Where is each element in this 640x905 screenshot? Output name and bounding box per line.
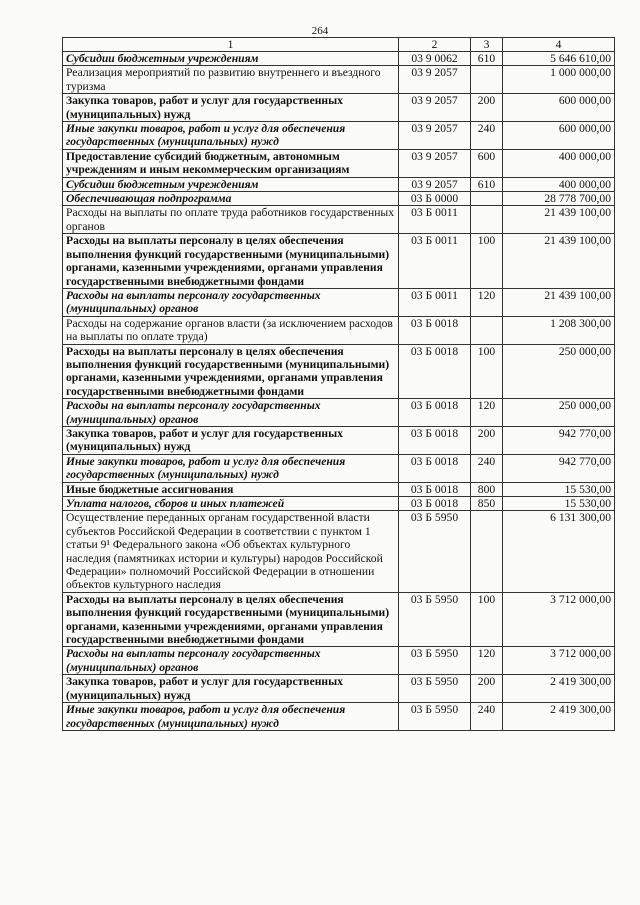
- row-name-cell: Субсидии бюджетным учреждениям: [63, 177, 399, 191]
- row-sum-cell: 15 530,00: [503, 482, 615, 496]
- row-sum-cell: 1 000 000,00: [503, 66, 615, 94]
- table-row: [63, 94, 615, 122]
- row-name-cell: Иные бюджетные ассигнования: [63, 482, 399, 496]
- row-name-cell: Расходы на выплаты персоналу в целях обеспечения выполнения функций государственными (муниципальными) органами, казенными учреждениями, органами управления государственными внебюджетными фондами: [63, 344, 399, 399]
- table-row: [63, 149, 615, 177]
- row-kvr-cell: 120: [471, 399, 503, 427]
- row-code-cell: 03 Б 0000: [399, 192, 471, 206]
- table-row: [63, 675, 615, 703]
- row-kvr-cell: 100: [471, 344, 503, 399]
- row-name-cell: Расходы на выплаты персоналу в целях обеспечения выполнения функций государственными (муниципальными) органами, казенными учреждениями, органами управления государственными внебюджетными фондами: [63, 592, 399, 647]
- table-row: [63, 482, 615, 496]
- table-row: [63, 454, 615, 482]
- header-col-4: 4: [503, 38, 615, 52]
- row-name-cell: Субсидии бюджетным учреждениям: [63, 52, 399, 66]
- table-row: [63, 288, 615, 316]
- row-sum-cell: 600 000,00: [503, 122, 615, 150]
- row-name-cell: Расходы на выплаты персоналу государственных (муниципальных) органов: [63, 399, 399, 427]
- row-code-cell: 03 Б 5950: [399, 703, 471, 731]
- row-name-cell: Предоставление субсидий бюджетным, автономным учреждениям и иным некоммерческим организациям: [63, 149, 399, 177]
- row-kvr-cell: [471, 192, 503, 206]
- row-kvr-cell: 200: [471, 675, 503, 703]
- row-kvr-cell: 100: [471, 234, 503, 289]
- row-code-cell: 03 Б 5950: [399, 647, 471, 675]
- row-sum-cell: 28 778 700,00: [503, 192, 615, 206]
- table-header-row: [63, 38, 615, 52]
- row-code-cell: 03 Б 0011: [399, 234, 471, 289]
- table-row: [63, 399, 615, 427]
- table-row: [63, 647, 615, 675]
- row-code-cell: 03 9 0062: [399, 52, 471, 66]
- row-sum-cell: 2 419 300,00: [503, 703, 615, 731]
- row-kvr-cell: 240: [471, 703, 503, 731]
- row-code-cell: 03 Б 0018: [399, 426, 471, 454]
- table-row: [63, 177, 615, 191]
- row-code-cell: 03 Б 5950: [399, 592, 471, 647]
- row-kvr-cell: [471, 316, 503, 344]
- row-sum-cell: 1 208 300,00: [503, 316, 615, 344]
- row-sum-cell: 6 131 300,00: [503, 511, 615, 592]
- row-kvr-cell: 610: [471, 52, 503, 66]
- row-code-cell: 03 Б 0018: [399, 316, 471, 344]
- row-sum-cell: 15 530,00: [503, 497, 615, 511]
- row-code-cell: 03 9 2057: [399, 94, 471, 122]
- table-row: [63, 206, 615, 234]
- table-row: [63, 192, 615, 206]
- row-sum-cell: 3 712 000,00: [503, 647, 615, 675]
- row-sum-cell: 250 000,00: [503, 399, 615, 427]
- row-name-cell: Расходы на выплаты персоналу государственных (муниципальных) органов: [63, 288, 399, 316]
- row-code-cell: 03 Б 0018: [399, 497, 471, 511]
- row-kvr-cell: 200: [471, 94, 503, 122]
- row-code-cell: 03 Б 0018: [399, 482, 471, 496]
- row-name-cell: Обеспечивающая подпрограмма: [63, 192, 399, 206]
- row-code-cell: 03 Б 5950: [399, 675, 471, 703]
- row-kvr-cell: [471, 66, 503, 94]
- row-name-cell: Расходы на выплаты персоналу государственных (муниципальных) органов: [63, 647, 399, 675]
- row-sum-cell: 21 439 100,00: [503, 288, 615, 316]
- row-sum-cell: 942 770,00: [503, 426, 615, 454]
- row-sum-cell: 942 770,00: [503, 454, 615, 482]
- row-code-cell: 03 Б 0018: [399, 399, 471, 427]
- table-row: [63, 592, 615, 647]
- row-code-cell: 03 Б 5950: [399, 511, 471, 592]
- row-name-cell: Реализация мероприятий по развитию внутреннего и въездного туризма: [63, 66, 399, 94]
- row-sum-cell: 3 712 000,00: [503, 592, 615, 647]
- row-kvr-cell: 240: [471, 122, 503, 150]
- table-row: [63, 497, 615, 511]
- row-code-cell: 03 Б 0018: [399, 454, 471, 482]
- row-name-cell: Расходы на содержание органов власти (за исключением расходов на выплаты по оплате труда): [63, 316, 399, 344]
- row-sum-cell: 400 000,00: [503, 177, 615, 191]
- header-col-2: 2: [399, 38, 471, 52]
- row-sum-cell: 400 000,00: [503, 149, 615, 177]
- row-kvr-cell: 100: [471, 592, 503, 647]
- row-code-cell: 03 9 2057: [399, 177, 471, 191]
- header-col-1: 1: [63, 38, 399, 52]
- row-kvr-cell: [471, 511, 503, 592]
- row-name-cell: Закупка товаров, работ и услуг для государственных (муниципальных) нужд: [63, 426, 399, 454]
- row-name-cell: Закупка товаров, работ и услуг для государственных (муниципальных) нужд: [63, 94, 399, 122]
- row-code-cell: 03 Б 0011: [399, 288, 471, 316]
- row-name-cell: Закупка товаров, работ и услуг для государственных (муниципальных) нужд: [63, 675, 399, 703]
- row-name-cell: Расходы на выплаты персоналу в целях обеспечения выполнения функций государственными (муниципальными) органами, казенными учреждениями, органами управления государственными внебюджетными фондами: [63, 234, 399, 289]
- table-row: [63, 122, 615, 150]
- table-row: [63, 316, 615, 344]
- row-kvr-cell: 240: [471, 454, 503, 482]
- row-name-cell: Осуществление переданных органам государственной власти субъектов Российской Федерации в соответствии с пунктом 1 статьи 9¹ Федерального закона «Об объектах культурного наследия (памятниках истории и культуры) народов Российской Федерации» полномочий Российской Федерации в отношении объектов культурного наследия: [63, 511, 399, 592]
- row-kvr-cell: 850: [471, 497, 503, 511]
- row-kvr-cell: 120: [471, 288, 503, 316]
- table-row: [63, 66, 615, 94]
- row-sum-cell: 2 419 300,00: [503, 675, 615, 703]
- row-name-cell: Уплата налогов, сборов и иных платежей: [63, 497, 399, 511]
- row-kvr-cell: 610: [471, 177, 503, 191]
- row-name-cell: Иные закупки товаров, работ и услуг для обеспечения государственных (муниципальных) нужд: [63, 454, 399, 482]
- row-code-cell: 03 Б 0018: [399, 344, 471, 399]
- row-code-cell: 03 9 2057: [399, 66, 471, 94]
- table-row: [63, 426, 615, 454]
- table-row: [63, 52, 615, 66]
- row-code-cell: 03 9 2057: [399, 149, 471, 177]
- row-sum-cell: 600 000,00: [503, 94, 615, 122]
- row-sum-cell: 5 646 610,00: [503, 52, 615, 66]
- row-kvr-cell: 800: [471, 482, 503, 496]
- row-sum-cell: 250 000,00: [503, 344, 615, 399]
- page-number: 264: [311, 25, 329, 37]
- row-kvr-cell: 120: [471, 647, 503, 675]
- table-row: [63, 511, 615, 592]
- table-row: [63, 344, 615, 399]
- row-kvr-cell: 600: [471, 149, 503, 177]
- budget-table: [62, 37, 615, 731]
- table-row: [63, 703, 615, 731]
- row-kvr-cell: 200: [471, 426, 503, 454]
- row-sum-cell: 21 439 100,00: [503, 234, 615, 289]
- row-code-cell: 03 9 2057: [399, 122, 471, 150]
- header-col-3: 3: [471, 38, 503, 52]
- row-name-cell: Расходы на выплаты по оплате труда работников государственных органов: [63, 206, 399, 234]
- row-code-cell: 03 Б 0011: [399, 206, 471, 234]
- row-name-cell: Иные закупки товаров, работ и услуг для обеспечения государственных (муниципальных) нужд: [63, 122, 399, 150]
- row-name-cell: Иные закупки товаров, работ и услуг для обеспечения государственных (муниципальных) нужд: [63, 703, 399, 731]
- table-row: [63, 234, 615, 289]
- row-sum-cell: 21 439 100,00: [503, 206, 615, 234]
- row-kvr-cell: [471, 206, 503, 234]
